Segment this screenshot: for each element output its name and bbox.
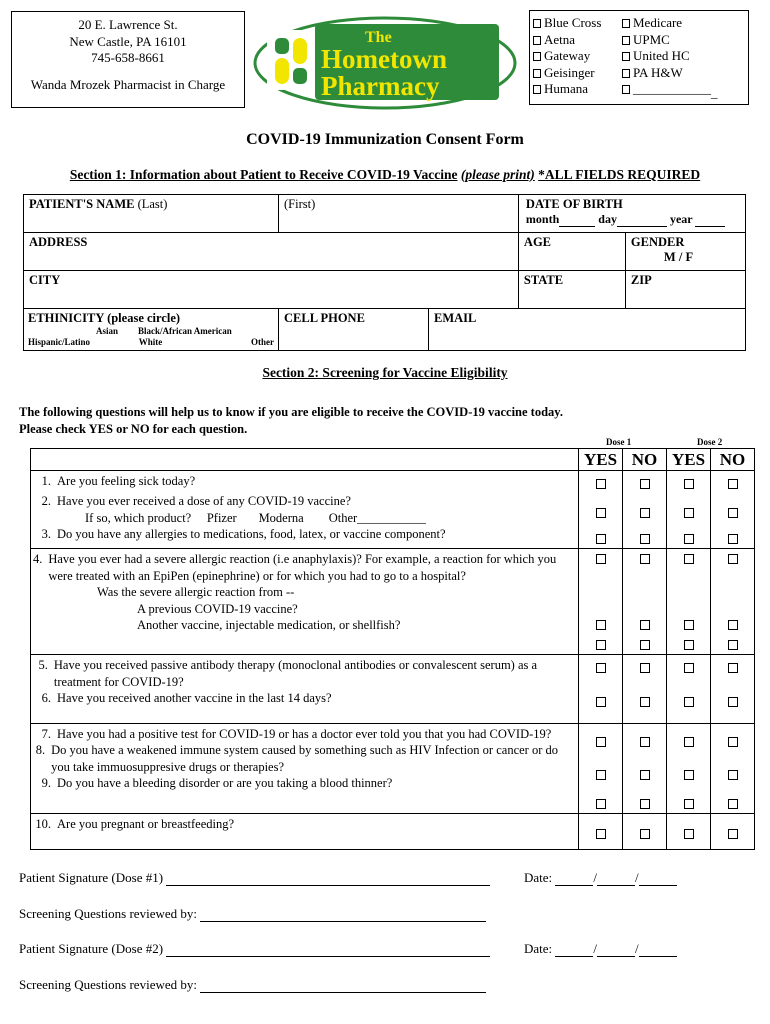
question-4: 4. Have you ever had a severe allergic reaction (i.e anaphylaxis)? For example, a reaction for which you were treated with an EpiPen (epinephrine) or for which you had to go to a hospital? <box>32 552 557 583</box>
dose1-no-header: NO <box>623 449 667 471</box>
dose2-no-header: NO <box>711 449 755 471</box>
phone: 745-658-8661 <box>91 50 165 65</box>
question-4-covid: A previous COVID-19 vaccine? <box>137 601 298 616</box>
date2-year[interactable] <box>639 945 677 957</box>
q4b-d1-yes[interactable] <box>596 640 606 650</box>
dose2-yes-cells <box>667 471 711 549</box>
reviewer-1-row <box>19 906 486 922</box>
insurance-box <box>529 10 749 105</box>
q8-d2-no[interactable] <box>728 770 738 780</box>
email-field[interactable]: EMAIL <box>429 309 746 351</box>
q2-d1-no[interactable] <box>640 508 650 518</box>
dose1-yes-header: YES <box>579 449 623 471</box>
q1-d1-yes[interactable] <box>596 479 606 489</box>
checkbox[interactable] <box>533 52 541 61</box>
address-field[interactable]: ADDRESS <box>24 233 519 271</box>
pharmacy-address-box <box>11 11 245 108</box>
age-field[interactable]: AGE <box>518 233 625 271</box>
checkbox[interactable] <box>533 36 541 45</box>
q10-d2-no[interactable] <box>728 829 738 839</box>
question-7: 7. Have you had a positive test for COVID-19 or has a doctor ever told you that you had COVID-19? <box>41 726 552 741</box>
question-group-4 <box>31 549 755 655</box>
q1-d2-no[interactable] <box>728 479 738 489</box>
q6-d1-yes[interactable] <box>596 697 606 707</box>
q7-d2-no[interactable] <box>728 737 738 747</box>
question-2-products: If so, which product? Pfizer Moderna Other___________ <box>85 510 426 525</box>
dose1-yes-cells <box>579 471 623 549</box>
ins-gateway[interactable]: Gateway <box>533 48 601 65</box>
date-dose-1-row: Date: / / <box>524 870 677 886</box>
ins-aetna[interactable]: Aetna <box>533 32 601 49</box>
signature-dose-2-line[interactable] <box>166 945 490 957</box>
zip-field[interactable]: ZIP <box>625 271 745 309</box>
q4-d2-no[interactable] <box>728 554 738 564</box>
checkbox[interactable] <box>533 85 541 94</box>
reviewer-1-line[interactable] <box>200 910 486 922</box>
q2-d2-no[interactable] <box>728 508 738 518</box>
q4-d1-no[interactable] <box>640 554 650 564</box>
question-group-7 <box>31 723 755 813</box>
q7-d1-yes[interactable] <box>596 737 606 747</box>
q6-d1-no[interactable] <box>640 697 650 707</box>
question-3: 3. Do you have any allergies to medications, food, latex, or vaccine component? <box>41 527 446 541</box>
question-2: 2. Have you ever received a dose of any COVID-19 vaccine? <box>41 494 351 508</box>
logo-pharmacy: Pharmacy <box>321 71 440 101</box>
reviewer-2-label: Screening Questions reviewed by: <box>19 977 197 992</box>
question-8: 8. Do you have a weakened immune system caused by something such as HIV Infection or cancer or do you take immuosuppresive drugs or therapies? <box>35 743 558 774</box>
question-6: 6. Have you received another vaccine in the last 14 days? <box>41 691 332 705</box>
q5-d2-yes[interactable] <box>684 663 694 673</box>
first-name-field[interactable]: (First) <box>279 195 519 233</box>
q8-d1-yes[interactable] <box>596 770 606 780</box>
q10-d1-no[interactable] <box>640 829 650 839</box>
pharmacist-in-charge: Wanda Mrozek Pharmacist in Charge <box>30 76 226 92</box>
ins-other[interactable]: _____________ <box>622 81 718 98</box>
q8-d2-yes[interactable] <box>684 770 694 780</box>
dose2-yes-header: YES <box>667 449 711 471</box>
q9-d2-no[interactable] <box>728 799 738 809</box>
q6-d2-no[interactable] <box>728 697 738 707</box>
q4a-d2-yes[interactable] <box>684 620 694 630</box>
dob-field[interactable]: DATE OF BIRTH month day year <box>518 195 745 233</box>
checkbox[interactable] <box>533 19 541 28</box>
signature-dose-1-row <box>19 870 490 886</box>
section-2-heading: Section 2: Screening for Vaccine Eligibility <box>262 365 508 380</box>
dose2-no-cells <box>711 471 755 549</box>
question-5: 5. Have you received passive antibody therapy (monoclonal antibodies or convalescent serum) as a treatment for COVID-19? <box>38 658 538 689</box>
signature-dose-1-label: Patient Signature (Dose #1) <box>19 870 164 885</box>
page-title: COVID-19 Immunization Consent Form <box>246 131 524 148</box>
q2-d2-yes[interactable] <box>684 508 694 518</box>
q4-d2-yes[interactable] <box>684 554 694 564</box>
reviewer-2-line[interactable] <box>200 981 486 993</box>
q4a-d1-yes[interactable] <box>596 620 606 630</box>
dose-1-label: Dose 1 <box>606 437 632 447</box>
section-1-heading: Section 1: Information about Patient to Receive COVID-19 Vaccine (please print) *ALL FIELDS REQUIRED <box>69 167 701 182</box>
date1-day[interactable] <box>597 874 635 886</box>
q5-d1-no[interactable] <box>640 663 650 673</box>
cell-phone-field[interactable]: CELL PHONE <box>279 309 429 351</box>
question-4-other: Another vaccine, injectable medication, or shellfish? <box>137 618 401 632</box>
ins-united-hc[interactable]: United HC <box>622 48 718 65</box>
q9-d1-no[interactable] <box>640 799 650 809</box>
logo-the: The <box>365 29 392 46</box>
screening-questions-table <box>30 448 755 850</box>
q4a-d2-no[interactable] <box>728 620 738 630</box>
question-4-sub: Was the severe allergic reaction from -- <box>97 585 295 599</box>
date2-month[interactable] <box>555 945 593 957</box>
city-state-zip: New Castle, PA 16101 <box>69 33 187 49</box>
q9-d1-yes[interactable] <box>596 799 606 809</box>
q5-d2-no[interactable] <box>728 663 738 673</box>
q3-d1-no[interactable] <box>640 534 650 544</box>
ins-blue-cross[interactable]: Blue Cross <box>533 15 601 32</box>
hometown-pharmacy-logo <box>253 16 518 110</box>
question-group-1 <box>31 471 755 549</box>
ins-upmc[interactable]: UPMC <box>622 32 718 49</box>
insurance-col-2 <box>622 15 718 98</box>
checkbox[interactable] <box>622 52 630 61</box>
q6-d2-yes[interactable] <box>684 697 694 707</box>
q10-d2-yes[interactable] <box>684 829 694 839</box>
q3-d2-no[interactable] <box>728 534 738 544</box>
checkbox[interactable] <box>622 85 630 94</box>
ins-pa-hw[interactable]: PA H&W <box>622 65 718 82</box>
dose-2-label: Dose 2 <box>697 437 723 447</box>
question-1: 1. Are you feeling sick today? <box>41 474 196 488</box>
q5-d1-yes[interactable] <box>596 663 606 673</box>
question-group-5 <box>31 655 755 724</box>
ins-medicare[interactable]: Medicare <box>622 15 718 32</box>
dose1-no-cells <box>623 471 667 549</box>
reviewer-2-row <box>19 977 486 993</box>
q2-d1-yes[interactable] <box>596 508 606 518</box>
ethnicity-field[interactable]: ETHINICITY (please circle) Asian Black/African American Hispanic/Latino White Other <box>24 309 279 351</box>
date-dose-1-label: Date: <box>524 870 553 885</box>
date-dose-2-row: Date: / / <box>524 941 677 957</box>
date-dose-2-label: Date: <box>524 941 553 956</box>
q3-d2-yes[interactable] <box>684 534 694 544</box>
q4b-d2-no[interactable] <box>728 640 738 650</box>
ins-humana[interactable]: Humana <box>533 81 601 98</box>
city-field[interactable]: CITY <box>24 271 519 309</box>
checkbox[interactable] <box>622 69 630 78</box>
signature-dose-1-line[interactable] <box>166 874 490 886</box>
q4-d1-yes[interactable] <box>596 554 606 564</box>
gender-field[interactable]: GENDER M / F <box>625 233 745 271</box>
q8-d1-no[interactable] <box>640 770 650 780</box>
q7-d2-yes[interactable] <box>684 737 694 747</box>
date1-year[interactable] <box>639 874 677 886</box>
insurance-col-1 <box>533 15 601 98</box>
q9-d2-yes[interactable] <box>684 799 694 809</box>
checkbox[interactable] <box>622 36 630 45</box>
q3-d1-yes[interactable] <box>596 534 606 544</box>
signature-dose-2-label: Patient Signature (Dose #2) <box>19 941 164 956</box>
q1-d2-yes[interactable] <box>684 479 694 489</box>
street: 20 E. Lawrence St. <box>78 17 178 32</box>
question-group-10 <box>31 813 755 849</box>
ins-geisinger[interactable]: Geisinger <box>533 65 601 82</box>
date1-month[interactable] <box>555 874 593 886</box>
patient-info-table <box>23 194 746 351</box>
q4a-d1-no[interactable] <box>640 620 650 630</box>
q1-d1-no[interactable] <box>640 479 650 489</box>
q4b-d2-yes[interactable] <box>684 640 694 650</box>
screening-intro: The following questions will help us to know if you are eligible to receive the COVID-19 vaccine today. Please check YES or NO for each question. <box>19 405 563 436</box>
checkbox[interactable] <box>622 19 630 28</box>
checkbox[interactable] <box>533 69 541 78</box>
logo-hometown: Hometown <box>321 44 447 74</box>
question-9: 9. Do you have a bleeding disorder or are you taking a blood thinner? <box>41 776 393 790</box>
date2-day[interactable] <box>597 945 635 957</box>
state-field[interactable]: STATE <box>518 271 625 309</box>
signature-dose-2-row <box>19 941 490 957</box>
reviewer-1-label: Screening Questions reviewed by: <box>19 906 197 921</box>
q4b-d1-no[interactable] <box>640 640 650 650</box>
q7-d1-no[interactable] <box>640 737 650 747</box>
q10-d1-yes[interactable] <box>596 829 606 839</box>
last-name-field[interactable]: PATIENT'S NAME (Last) <box>24 195 279 233</box>
header-spacer <box>31 449 579 471</box>
question-10: 10. Are you pregnant or breastfeeding? <box>35 816 235 831</box>
